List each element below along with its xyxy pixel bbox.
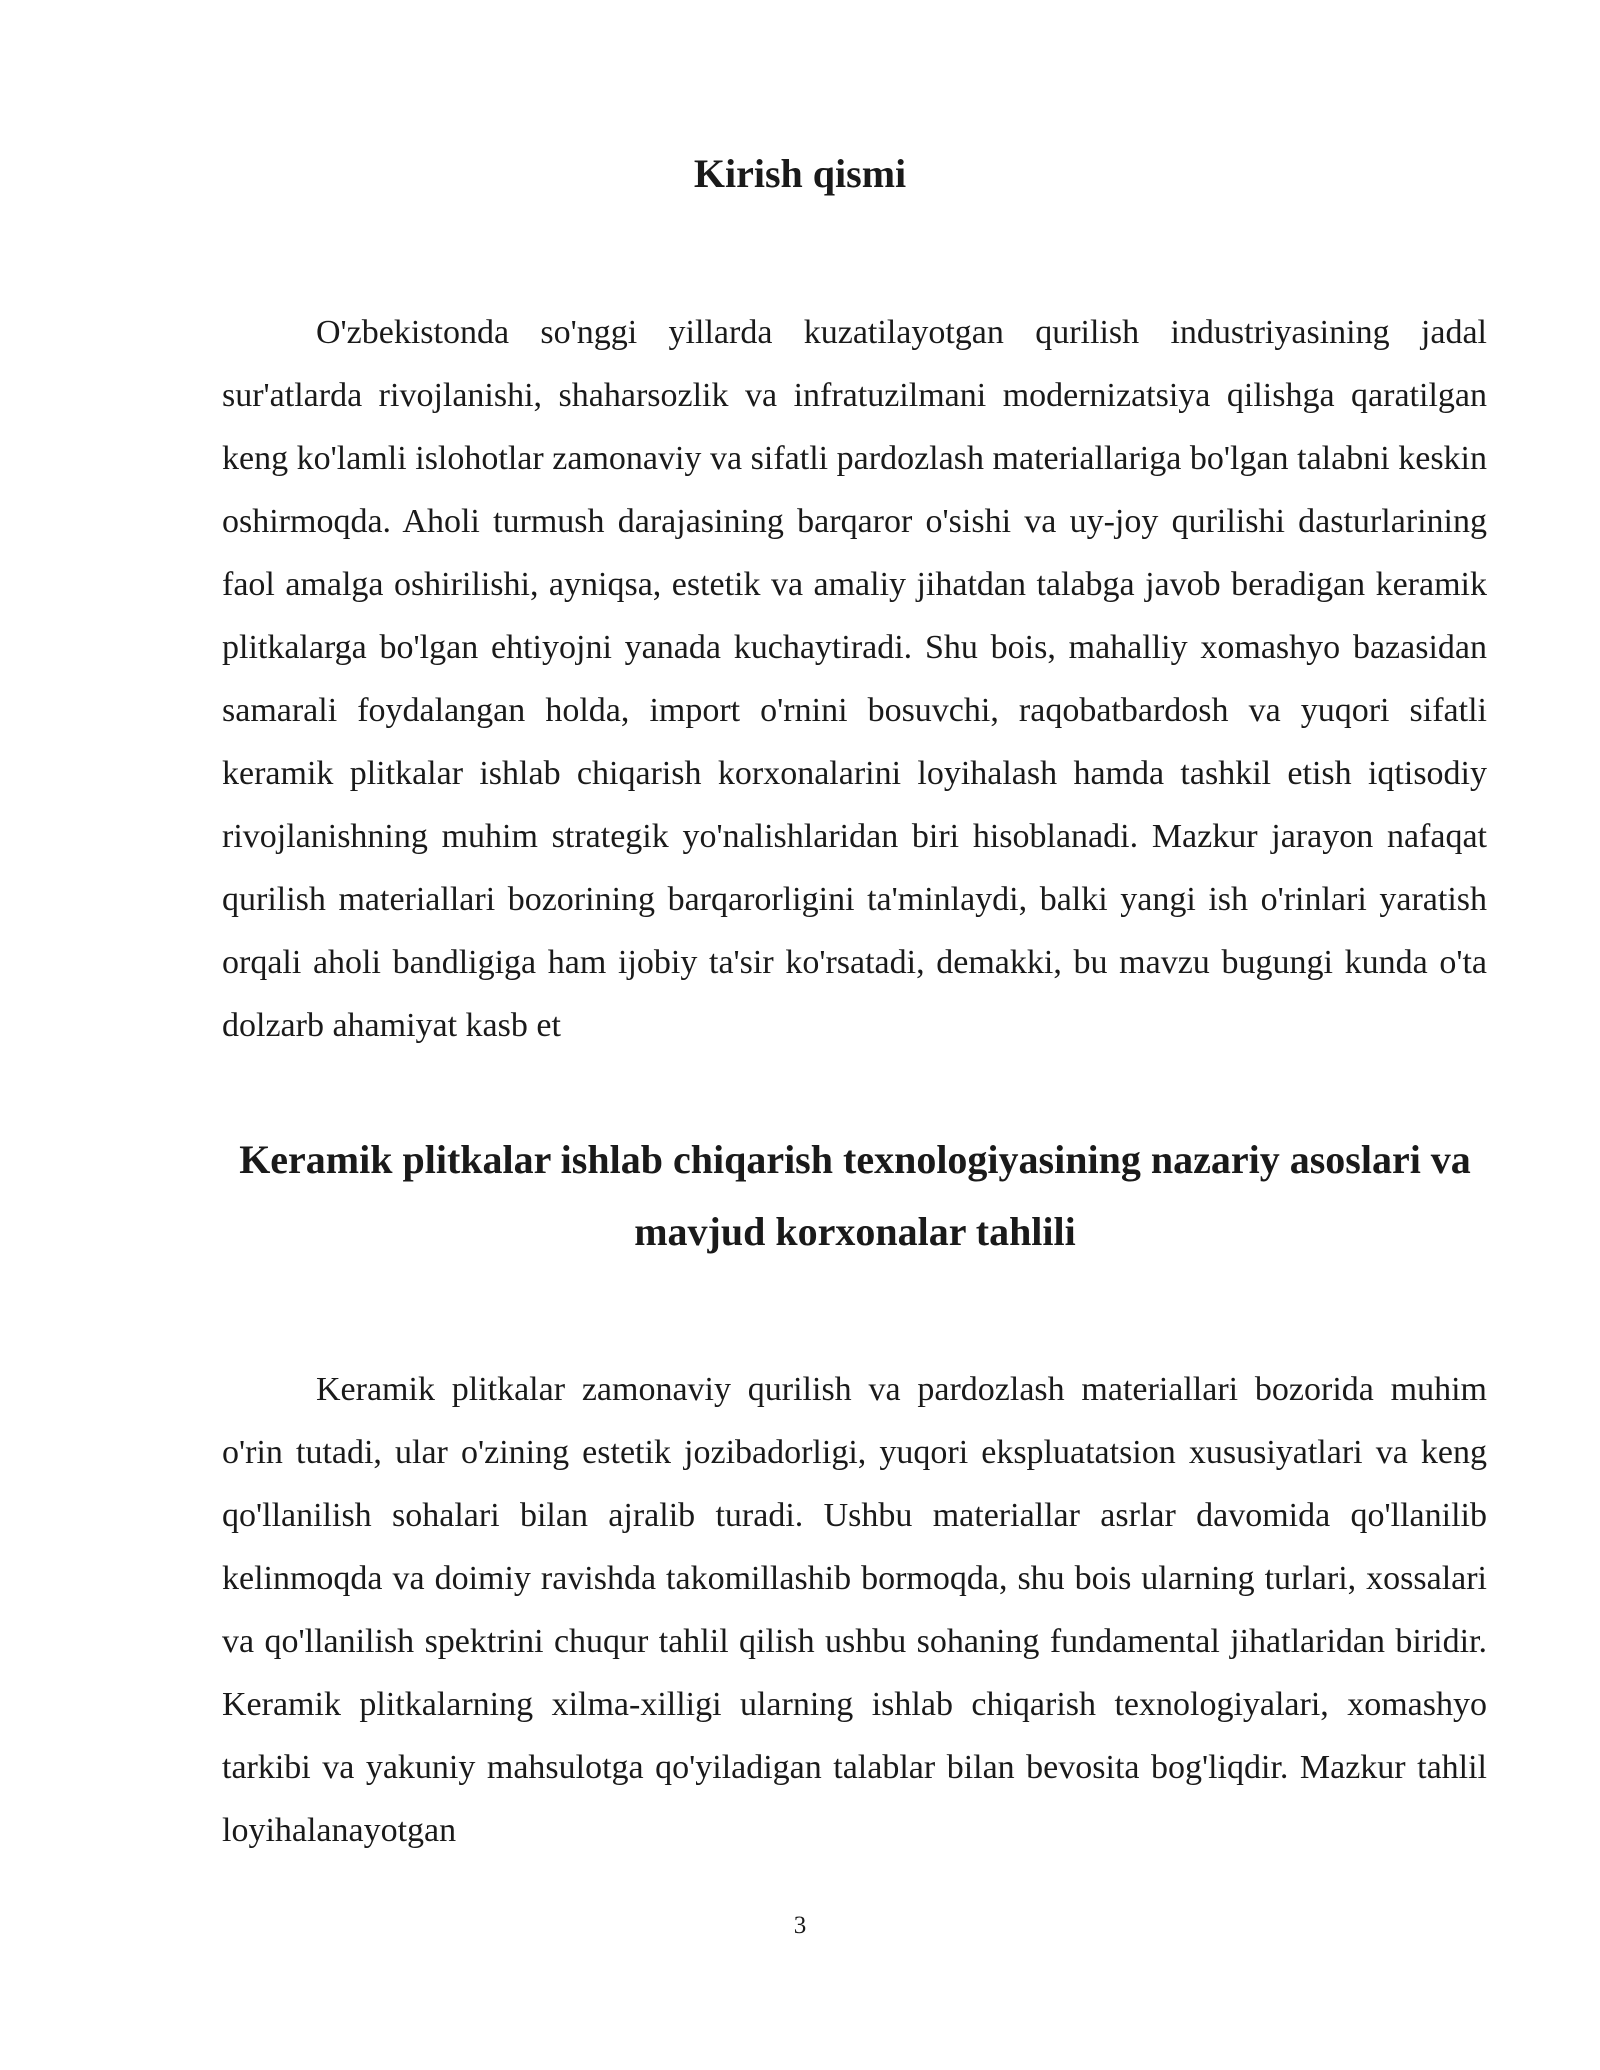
page-title: Kirish qismi [693,151,907,196]
body-paragraph: Keramik plitkalar zamonaviy qurilish va pardozlash materiallari bozorida muhim o'rin tutadi, ular o'zining estetik jozibadorligi, yuqori ekspluatatsion xususiyatlari va keng qo'llanilish sohalari bilan ajralib turadi. Ushbu materiallar asrlar davomida qo'llanilib kelinmoqda va doimiy ravishda takomillashib bormoqda, shu bois ularning turlari, xossalari va qo'llanilish spektrini chuqur tahlil qilish ushbu sohaning fundamental jihatlaridan biridir. Keramik plitkalarning xilma-xilligi ularning ishlab chiqarish texnologiyalari, xomashyo tarkibi va yakuniy mahsulotga qo'yiladigan talablar bilan bevosita bog'liqdir. Mazkur tahlil loyihalanayotgan [222,1371,1487,1849]
page-number: 3 [793,1912,807,1939]
section-heading: Keramik plitkalar ishlab chiqarish texnologiyasining nazariy asoslari va mavjud korxonalar tahlili [239,1137,1471,1254]
intro-paragraph: O'zbekistonda so'nggi yillarda kuzatilayotgan qurilish industriyasining jadal sur'atlarda rivojlanishi, shaharsozlik va infratuzilmani modernizatsiya qilishga qaratilgan keng ko'lamli islohotlar zamonaviy va sifatli pardozlash materiallariga bo'lgan talabni keskin oshirmoqda. Aholi turmush darajasining barqaror o'sishi va uy-joy qurilishi dasturlarining faol amalga oshirilishi, ayniqsa, estetik va amaliy jihatdan talabga javob beradigan keramik plitkalarga bo'lgan ehtiyojni yanada kuchaytiradi. Shu bois, mahalliy xomashyo bazasidan samarali foydalangan holda, import o'rnini bosuvchi, raqobatbardosh va yuqori sifatli keramik plitkalar ishlab chiqarish korxonalarini loyihalash hamda tashkil etish iqtisodiy rivojlanishning muhim strategik yo'nalishlaridan biri hisoblanadi. Mazkur jarayon nafaqat qurilish materiallari bozorining barqarorligini ta'minlaydi, balki yangi ish o'rinlari yaratish orqali aholi bandligiga ham ijobiy ta'sir ko'rsatadi, demakki, bu mavzu bugungi kunda o'ta dolzarb ahamiyat kasb et [222,314,1487,1044]
